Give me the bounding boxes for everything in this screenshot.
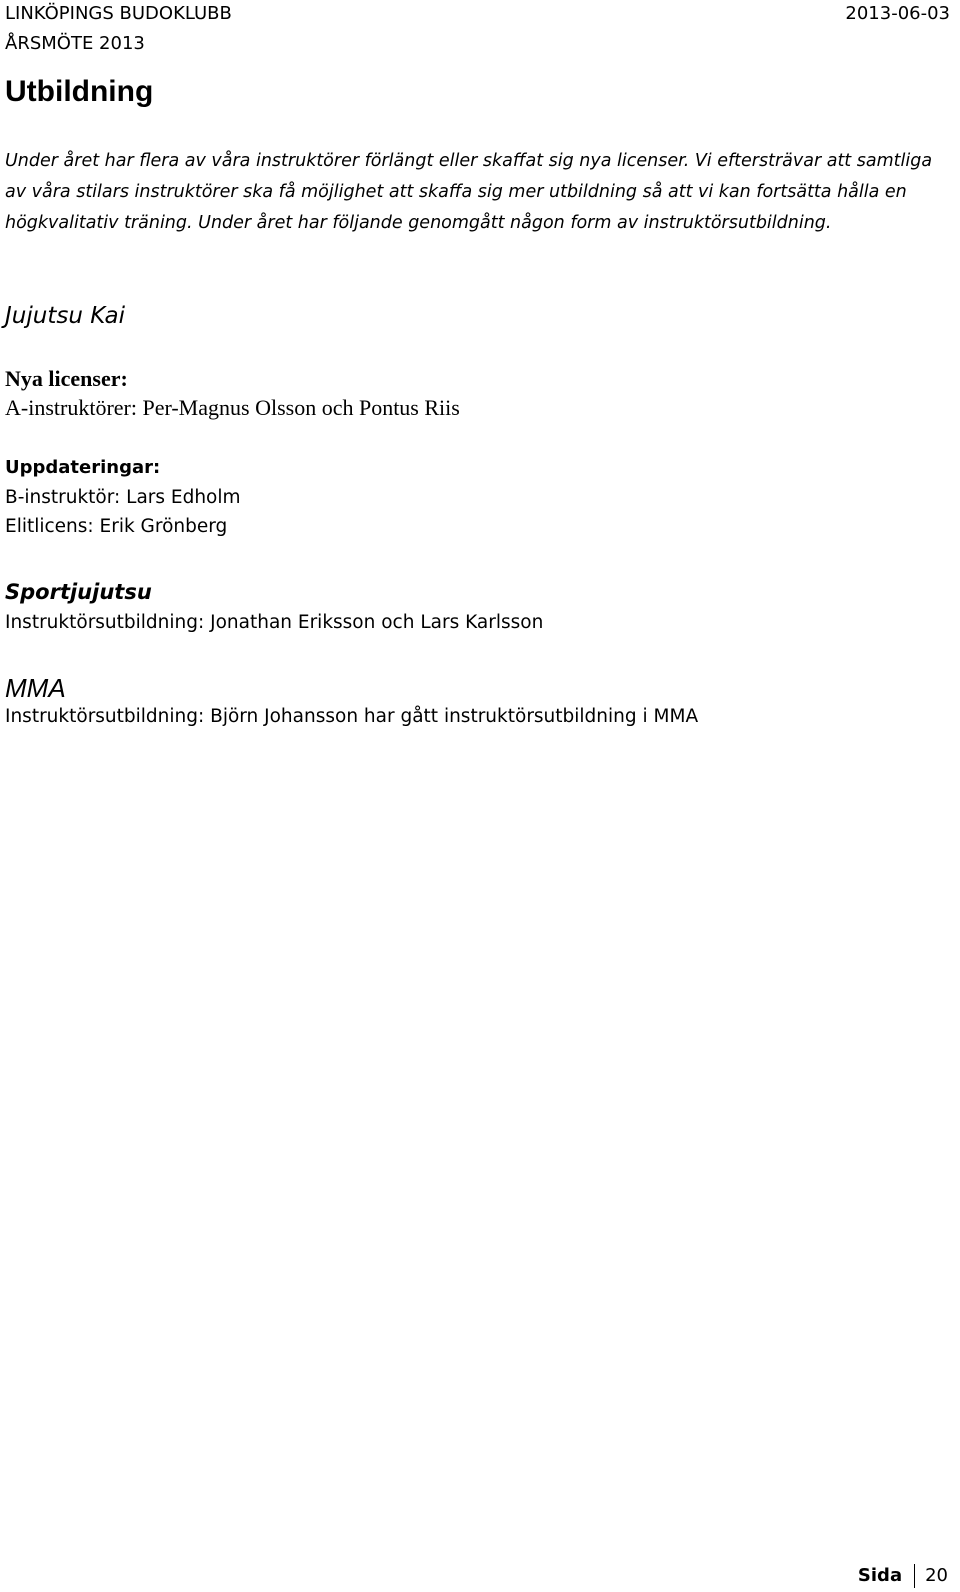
update-line: B-instruktör: Lars Edholm (5, 487, 241, 508)
header-meeting: ÅRSMÖTE 2013 (5, 33, 145, 54)
section-title-sportjujutsu: Sportjujutsu (5, 580, 152, 604)
footer-page-number: 20 (925, 1565, 948, 1586)
footer-divider (914, 1564, 915, 1588)
updates-heading: Uppdateringar: (5, 457, 161, 478)
update-line: Elitlicens: Erik Grönberg (5, 516, 228, 537)
mma-line: Instruktörsutbildning: Björn Johansson har gått instruktörsutbildning i MMA (5, 706, 699, 727)
sportjujutsu-line: Instruktörsutbildning: Jonathan Eriksson och Lars Karlsson (5, 612, 544, 633)
header-date: 2013-06-03 (845, 3, 950, 24)
header-organization: LINKÖPINGS BUDOKLUBB (5, 3, 232, 24)
new-licenses-line: A-instruktörer: Per-Magnus Olsson och Pontus Riis (5, 395, 460, 420)
intro-paragraph: Under året har flera av våra instruktörer förlängt eller skaffat sig nya licenser. Vi eftersträvar att samtliga av våra stilars instruktörer ska få möjlighet att skaffa sig mer utbildning så att vi kan fortsätta hålla en högkvalitativ träning. Under året har följande genomgått någon form av instruktörsutbildning. (5, 151, 933, 233)
page-footer (858, 1564, 948, 1588)
page-title: Utbildning (5, 75, 154, 108)
footer-page-label: Sida (857, 1565, 903, 1586)
new-licenses-heading: Nya licenser: (5, 366, 128, 391)
section-title-mma: MMA (5, 673, 66, 703)
section-title-jujutsu-kai: Jujutsu Kai (5, 303, 125, 329)
